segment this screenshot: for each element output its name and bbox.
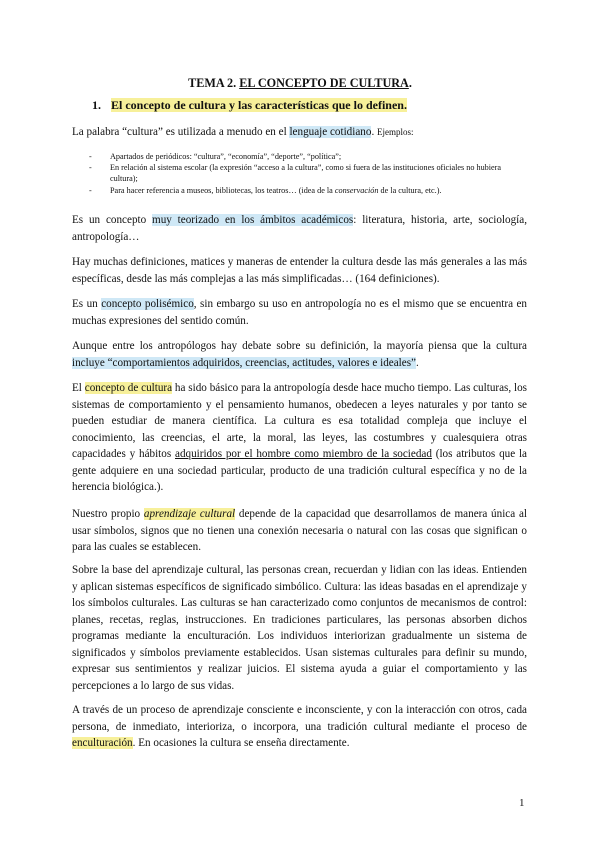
p6-underlined: adquiridos por el hombre como miembro de la sociedad bbox=[175, 448, 432, 460]
p6-highlight: concepto de cultura bbox=[84, 382, 173, 394]
p1-text-a: La palabra “cultura” es utilizada a menudo en el bbox=[72, 126, 290, 138]
list-dash: - bbox=[89, 152, 92, 161]
p9-highlight: enculturación bbox=[72, 737, 133, 749]
paragraph-6 bbox=[72, 380, 527, 496]
p2-highlight: muy teorizado en los ámbitos académicos bbox=[152, 214, 354, 226]
p6-text-c: (los atributos que la gente adquiere en una sociedad particular, producto de una tradición cultural específica y no de la herencia biológica.). bbox=[72, 448, 527, 493]
p7-text-b: depende de la capacidad que desarrollamos de manera única al usar símbolos, signos que no tienen una conexión necesaria o natural con las cosas que significan o para las cuales se establecen. bbox=[72, 508, 527, 553]
list-item-emphasis: conservación bbox=[334, 185, 379, 195]
p5-text-a: Aunque entre los antropólogos hay debate sobre su definición, la mayoría piensa que la cultura bbox=[72, 340, 527, 352]
paragraph-4 bbox=[72, 296, 527, 329]
page-number: 1 bbox=[519, 797, 525, 809]
p5-highlight: incluye “comportamientos adquiridos, creencias, actitudes, valores e ideales” bbox=[72, 356, 416, 369]
p1-text-b: . bbox=[371, 126, 378, 138]
list-item bbox=[72, 185, 527, 196]
paragraph-2 bbox=[72, 212, 527, 245]
p6-text-a: El bbox=[72, 382, 85, 394]
list-item bbox=[72, 162, 527, 184]
title-underlined: EL CONCEPTO DE CULTURA bbox=[239, 76, 409, 90]
p9-text-b: . En ocasiones la cultura se enseña directamente. bbox=[132, 737, 350, 749]
p7-text-a: Nuestro propio bbox=[72, 508, 144, 520]
title-prefix: TEMA 2. bbox=[188, 76, 240, 90]
paragraph-8: Sobre la base del aprendizaje cultural, las personas crean, recuerdan y lidian con las ideas. Entienden y aplican sistemas específicos de significado simbólico. Cultura: las ideas basadas en el aprendizaje y los símbolos culturales. Las culturas se han caracterizado como conjuntos de mecanismos de control: planes, recetas, reglas, instrucciones. En tradiciones particulares, las personas absorben dichos programas mediante la enculturación. Los individuos interiorizan gradualmente un sistema de significados y símbolos previamente establecidos. Usan sistemas culturales para definir su mundo, expresar sus sentimientos y realizar juicios. El sistema ayuda a guiar el comportamiento y las percepciones a lo largo de sus vidas. bbox=[72, 564, 527, 692]
p7-highlight: aprendizaje cultural bbox=[143, 508, 236, 520]
list-dash: - bbox=[89, 163, 92, 173]
list-item bbox=[72, 151, 527, 162]
paragraph-7 bbox=[72, 506, 527, 556]
p1-highlight: lenguaje cotidiano bbox=[289, 126, 372, 138]
p2-text-b: : literatura, historia, arte, sociología, antropología… bbox=[72, 214, 527, 243]
section-number: 1. bbox=[92, 98, 101, 112]
list-item-text: En relación al sistema escolar (la expresión “acceso a la cultura”, como si fuera de las instituciones oficiales no hubiera cultura); bbox=[110, 163, 502, 184]
p6-text-b: ha sido básico para la antropología desde hace mucho tiempo. Las culturas, los sistemas de comportamiento y el pensamiento humanos, obedecen a leyes naturales y por tanto se pueden estudiar de manera científica. La cultura es esa totalidad compleja que incluye el conocimiento, las creencias, el arte, la moral, las leyes, las costumbres y cualesquiera otras capacidades y hábitos bbox=[72, 382, 528, 460]
p2-text-a: Es un concepto bbox=[72, 214, 153, 226]
list-item-text: Apartados de periódicos: “cultura”, “economía”, “deporte”, “política”; bbox=[110, 152, 342, 161]
list-item-text: Para hacer referencia a museos, bibliotecas, los teatros… (idea de la bbox=[110, 185, 335, 195]
paragraph-5 bbox=[72, 338, 527, 371]
paragraph-3: Hay muchas definiciones, matices y maneras de entender la cultura desde las más generales a las más específicas, desde las más complejas a las más simplificadas… (164 definiciones). bbox=[72, 256, 527, 285]
examples-list bbox=[72, 151, 527, 196]
p9-text-a: A través de un proceso de aprendizaje consciente e inconsciente, y con la interacción con otros, cada persona, de inmediato, interioriza, o incorpora, una tradición cultural mediante el proceso de bbox=[72, 704, 527, 733]
p4-highlight: concepto polisémico bbox=[101, 298, 194, 310]
p1-examples-label: Ejemplos: bbox=[377, 127, 414, 137]
p4-text-b: , sin embargo su uso en antropología no es el mismo que se encuentra en muchas expresiones del sentido común. bbox=[72, 298, 527, 327]
p5-text-b: . bbox=[416, 356, 419, 369]
paragraph-1 bbox=[72, 124, 527, 141]
list-dash: - bbox=[89, 185, 92, 195]
paragraph-9 bbox=[72, 702, 527, 752]
p4-text-a: Es un bbox=[72, 298, 102, 310]
title-suffix: . bbox=[408, 76, 412, 90]
section-heading bbox=[92, 98, 407, 113]
section-text: El concepto de cultura y las características que lo definen. bbox=[111, 98, 407, 112]
list-item-text-end: de la cultura, etc.). bbox=[378, 185, 442, 195]
document-title bbox=[0, 76, 600, 91]
